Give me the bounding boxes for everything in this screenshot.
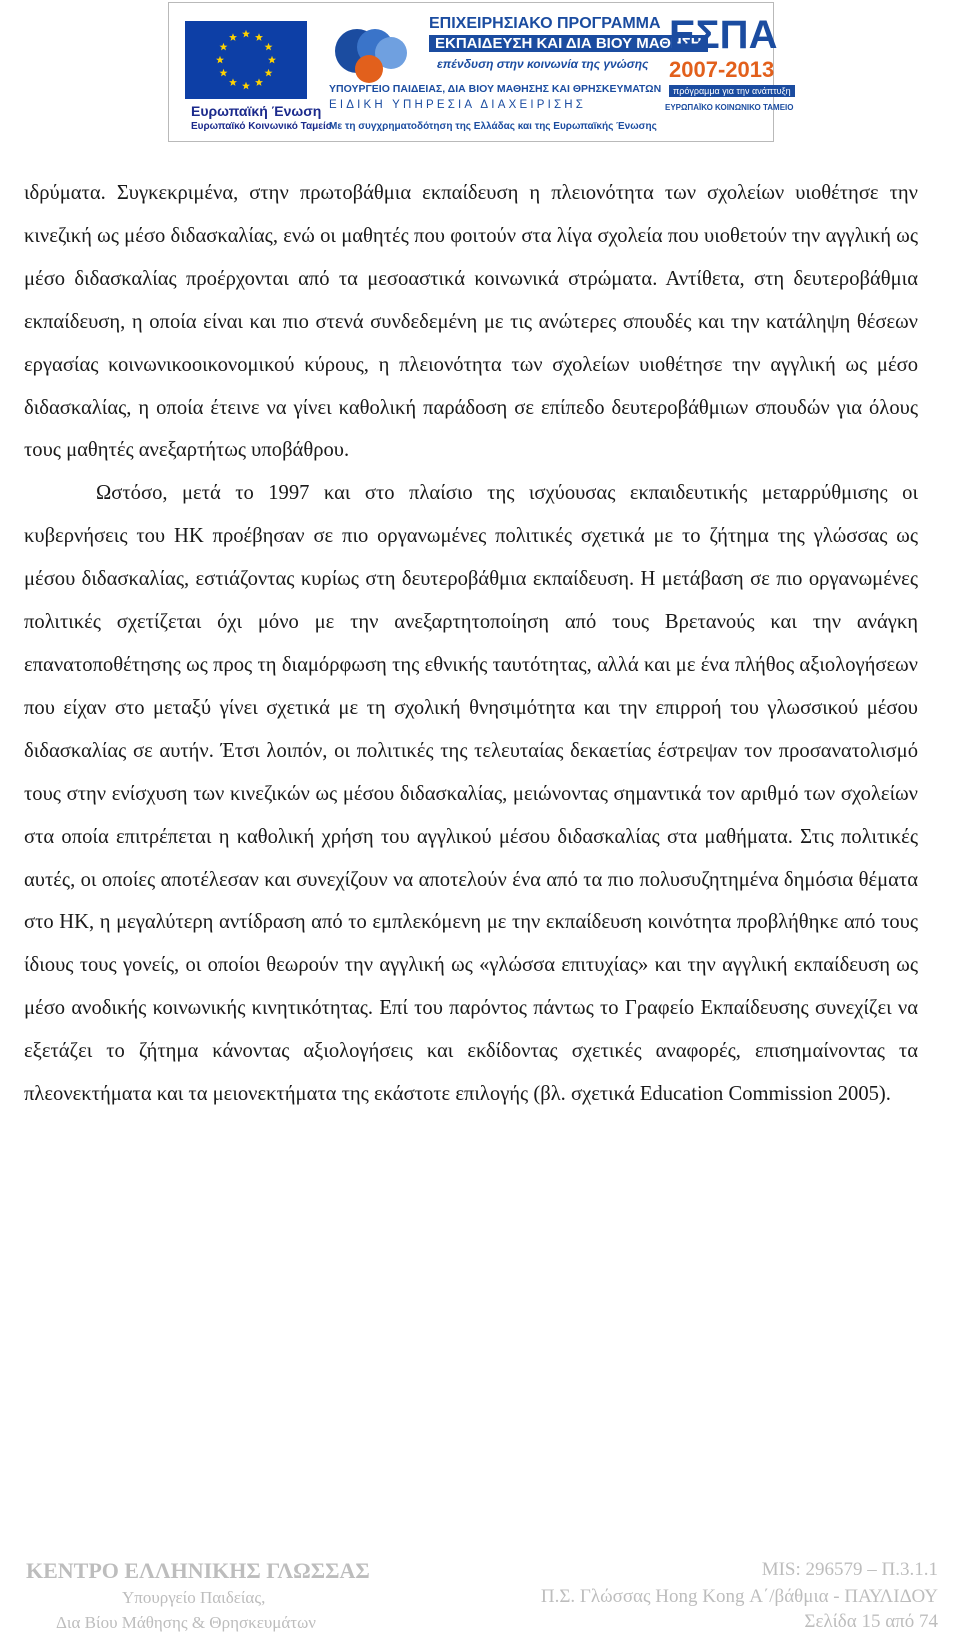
header-banner xyxy=(168,2,794,142)
eu-logo-subtitle: Ευρωπαϊκό Κοινωνικό Ταμείο xyxy=(191,121,332,132)
footer-mis-code: MIS: 296579 – Π.3.1.1 xyxy=(761,1559,938,1580)
footer-course-title: Π.Σ. Γλώσσας Hong Kong Α΄/βάθμια - ΠΑΥΛΙΔΟΥ xyxy=(540,1586,938,1607)
document-body xyxy=(24,172,918,1116)
espa-logo-years: 2007-2013 xyxy=(669,57,775,82)
program-name: ΕΚΠΑΙΔΕΥΣΗ ΚΑΙ ΔΙΑ ΒΙΟΥ ΜΑΘΗΣΗ xyxy=(429,35,708,52)
eu-logo-title: Ευρωπαϊκή Ένωση xyxy=(191,103,322,119)
program-slogan: επένδυση στην κοινωνία της γνώσης xyxy=(437,57,649,71)
footer-ministry-line1: Υπουργείο Παιδείας, xyxy=(122,1588,266,1607)
espa-logo-slogan: πρόγραμμα για την ανάπτυξη xyxy=(669,85,795,97)
management-authority: ΕΙΔΙΚΗ ΥΠΗΡΕΣΙΑ ΔΙΑΧΕΙΡΙΣΗΣ xyxy=(329,99,587,111)
espa-logo-fund: ΕΥΡΩΠΑΪΚΟ ΚΟΙΝΩΝΙΚΟ ΤΑΜΕΙΟ xyxy=(665,103,794,112)
eu-flag-icon xyxy=(185,21,307,99)
paragraph-2: Ωστόσο, μετά το 1997 και στο πλαίσιο της ισχύουσας εκπαιδευτικής μεταρρύθμισης οι κυβερνήσεις του ΗΚ προέβησαν σε πιο οργανωμένες πολιτικές σχετικά με το ζήτημα της γλώσσας ως μέσου διδασκαλίας, εστιάζοντας κυρίως στη δευτεροβάθμια εκπαίδευση. Η μετάβαση σε πιο οργανωμένες πολιτικές σχετίζεται όχι μόνο με την ανεξαρτητοποίηση από τους Βρετανούς και την ανάγκη επανατοποθέτησης ως προς τη διαμόρφωση της εθνικής ταυτότητας, αλλά και με ένα πλήθος αξιολογήσεων που είχαν στο μεταξύ γίνει σχετικά με τη σχολική θνησιμότητα και την επιρροή του γλωσσικού μέσου διδασκαλίας σε αυτήν. Έτσι λοιπόν, οι πολιτικές της τελευταίας δεκαετίας έστρεψαν τον προσανατολισμό τους στην ενίσχυση των κινεζικών ως μέσου διδασκαλίας, μειώνοντας σημαντικά τον αριθμό των σχολείων στα οποία επιτρέπεται η καθολική χρήση του αγγλικού μέσου διδασκαλίας στα μαθήματα. Στις πολιτικές αυτές, οι οποίες αποτέλεσαν και συνεχίζουν να αποτελούν ένα από τα πιο πολυσυζητημένα δημόσια θέματα στο ΗΚ, η μεγαλύτερη αντίδραση από το εμπλεκόμενη με την εκπαίδευση κοινότητα προβλήθηκε από τους ίδιους τους γονείς, οι οποίοι θεωρούν την αγγλική ως «γλώσσα επιτυχίας» και την αγγλική εκπαίδευση ως μέσο ανοδικής κοινωνικής κινητικότητας. Επί του παρόντος πάντως το Γραφείο Εκπαίδευσης συνεχίζει να εξετάζει το ζήτημα κάνοντας αξιολογήσεις και εκδίδοντας σχετικές αναφορές, επισημαίνοντας τα πλεονεκτήματα και τα μειονεκτήματα της εκάστοτε επιλογής (βλ. σχετικά Education Commission 2005). xyxy=(24,482,918,1106)
ministry-name: ΥΠΟΥΡΓΕΙΟ ΠΑΙΔΕΙΑΣ, ΔΙΑ ΒΙΟΥ ΜΑΘΗΣΗΣ ΚΑΙ ΘΡΗΣΚΕΥΜΑΤΩΝ xyxy=(329,83,662,95)
program-title: ΕΠΙΧΕΙΡΗΣΙΑΚΟ ΠΡΟΓΡΑΜΜΑ xyxy=(429,15,661,32)
paragraph-1: ιδρύματα. Συγκεκριμένα, στην πρωτοβάθμια εκπαίδευση η πλειονότητα των σχολείων υιοθέτησε την κινεζική ως μέσο διδασκαλίας, ενώ οι μαθητές που φοιτούν στα λίγα σχολεία που υιοθετούν την αγγλική ως μέσο διδασκαλίας προέρχονται από τα μεσοαστικά κοινωνικά στρώματα. Αντίθετα, στη δευτεροβάθμια εκπαίδευση, η οποία είναι και πιο στενά συνδεδεμένη με τις ανώτερες σπουδές και την κατάληψη θέσεων εργασίας κοινωνικοοικονομικού κύρους, η πλειονότητα των σχολείων υιοθέτησε την αγγλική ως μέσο διδασκαλίας, η οποία έτεινε να γίνει καθολική παράδοση σε επίπεδο δευτεροβάθμιων σπουδών για όλους τους μαθητές ανεξαρτήτως υποβάθρου. xyxy=(24,182,918,462)
footer-organization: ΚΕΝΤΡΟ ΕΛΛΗΝΙΚΗΣ ΓΛΩΣΣΑΣ xyxy=(26,1558,370,1583)
espa-logo-word: ΕΣΠΑ xyxy=(669,13,778,57)
footer-page-number: Σελίδα 15 από 74 xyxy=(804,1611,938,1632)
footer-ministry-line2: Δια Βίου Μάθησης & Θρησκευμάτων xyxy=(56,1613,316,1632)
cofunding-note: Με τη συγχρηματοδότηση της Ελλάδας και της Ευρωπαϊκής Ένωσης xyxy=(329,121,657,132)
